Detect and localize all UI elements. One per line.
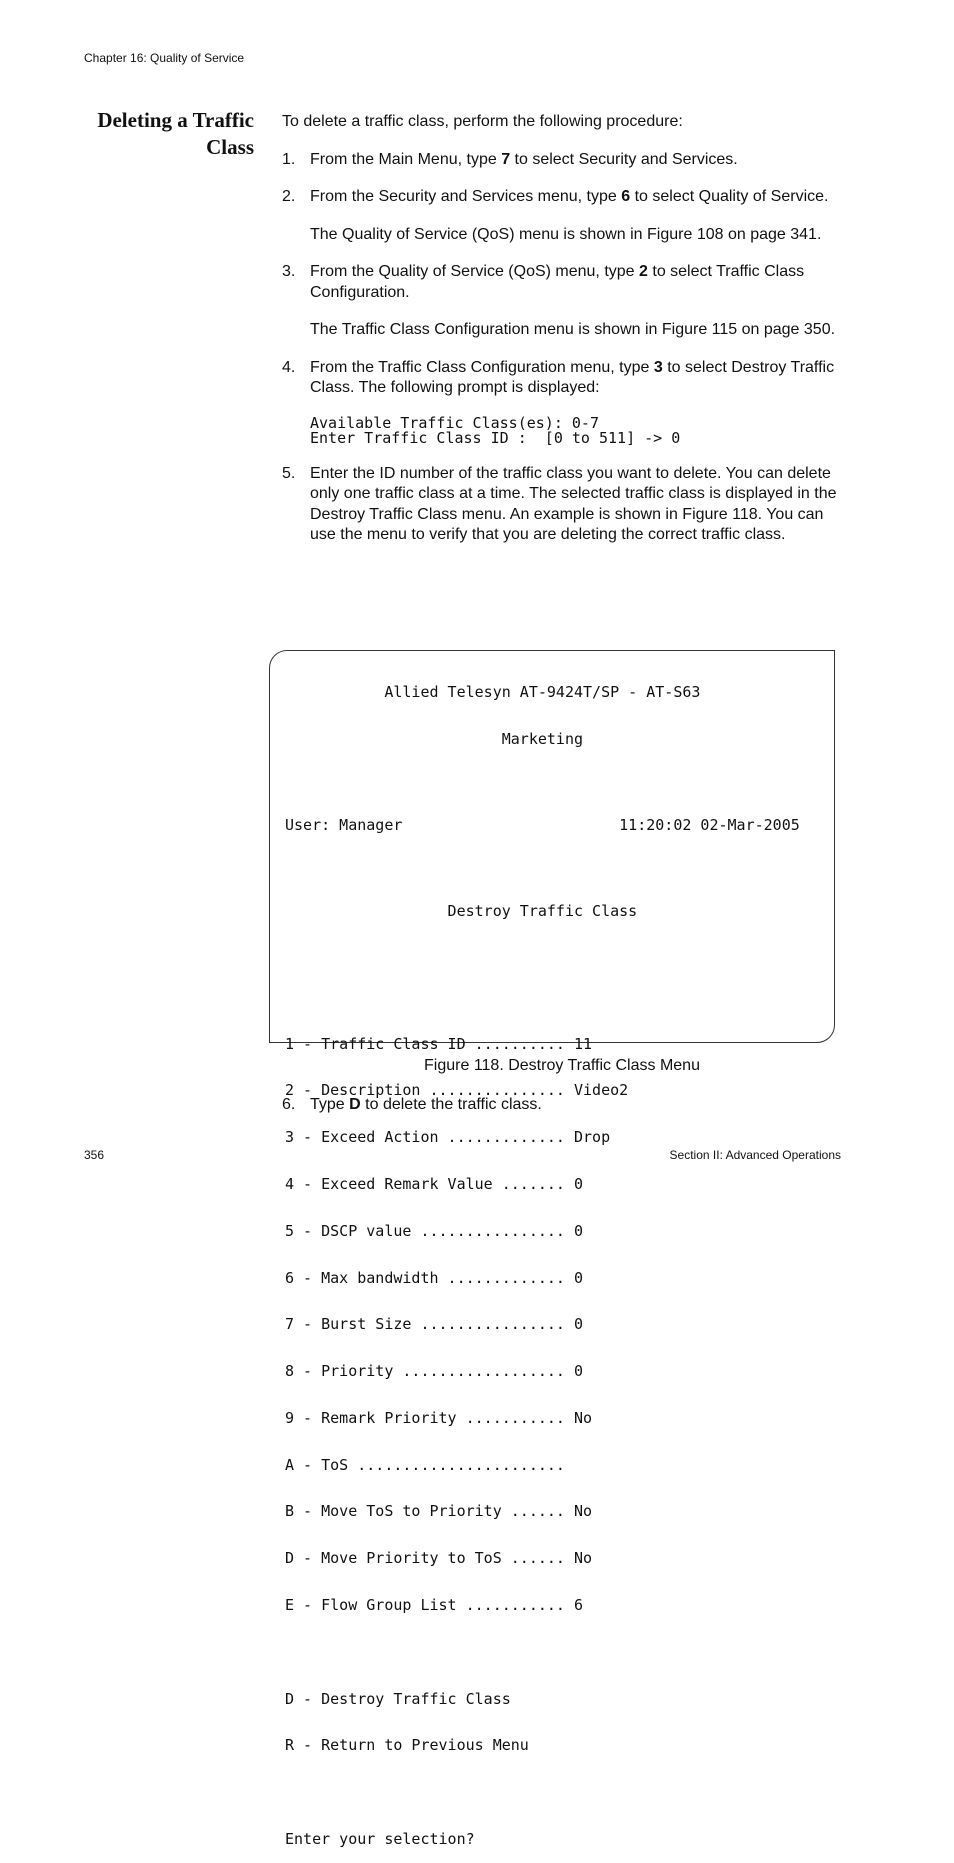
menu-item-traffic-class-id[interactable]: 1 - Traffic Class ID .......... 11 xyxy=(285,1034,593,1053)
step-number: 1. xyxy=(282,150,296,168)
prompt-line: Enter Traffic Class ID : [0 to 511] -> 0 xyxy=(310,429,681,447)
section-title-line1: Deleting a Traffic xyxy=(97,108,254,132)
terminal-user-line: User: Manager 11:20:02 02-Mar-2005 xyxy=(285,815,800,834)
menu-item-max-bandwidth[interactable]: 6 - Max bandwidth ............. 0 xyxy=(285,1268,584,1287)
step-5 xyxy=(282,464,842,546)
step-number: 2. xyxy=(282,188,296,205)
step-text: From the Main Menu, type 7 to select Security and Services. xyxy=(310,150,738,168)
step-number: 4. xyxy=(282,358,296,376)
step-2 xyxy=(282,187,842,245)
menu-item-priority[interactable]: 8 - Priority .................. 0 xyxy=(285,1362,584,1381)
menu-item-dscp-value[interactable]: 5 - DSCP value ................ 0 xyxy=(285,1221,584,1240)
step-3 xyxy=(282,262,842,341)
menu-item-tos[interactable]: A - ToS ....................... xyxy=(285,1455,565,1474)
step-1 xyxy=(282,150,842,171)
terminal-menu-title: Destroy Traffic Class xyxy=(285,901,638,920)
step-note: The Quality of Service (QoS) menu is shown in Figure 108 on page 341. xyxy=(310,225,822,243)
terminal-title: Allied Telesyn AT-9424T/SP - AT-S63 xyxy=(285,683,701,702)
menu-item-exceed-action[interactable]: 3 - Exceed Action ............. Drop xyxy=(285,1128,611,1147)
menu-item-description[interactable]: 2 - Description ............... Video2 xyxy=(285,1081,629,1100)
step-number: 3. xyxy=(282,263,296,280)
menu-item-burst-size[interactable]: 7 - Burst Size ................ 0 xyxy=(285,1315,584,1334)
procedure-body xyxy=(282,112,842,563)
step-text: From the Quality of Service (QoS) menu, type 2 to select Traffic Class Configuration. xyxy=(310,263,805,301)
page-number: 356 xyxy=(84,1148,105,1162)
menu-item-move-tos-to-priority[interactable]: B - Move ToS to Priority ...... No xyxy=(285,1502,593,1521)
step-text: Type D to delete the traffic class. xyxy=(310,1096,542,1113)
intro-text: To delete a traffic class, perform the following procedure: xyxy=(282,113,683,130)
menu-item-flow-group-list[interactable]: E - Flow Group List ........... 6 xyxy=(285,1596,584,1615)
step-text: Enter the ID number of the traffic class you want to delete. You can delete only one traffic class at a time. The selected traffic class is displayed in the Destroy Traffic Class menu. An example is shown in Figure 118. You can use the menu to verify that you are deleting the correct traffic class. xyxy=(310,464,837,543)
menu-item-remark-priority[interactable]: 9 - Remark Priority ........... No xyxy=(285,1408,593,1427)
step-text: From the Traffic Class Configuration menu, type 3 to select Destroy Traffic Class. The following prompt is displayed: xyxy=(310,358,835,396)
prompt-output xyxy=(310,399,842,447)
footer-section: Section II: Advanced Operations xyxy=(669,1148,841,1162)
step-4 xyxy=(282,358,842,447)
page-header: Chapter 16: Quality of Service xyxy=(84,51,245,65)
menu-item-return[interactable]: R - Return to Previous Menu xyxy=(285,1736,529,1755)
step-number: 5. xyxy=(282,464,296,482)
prompt-line: Available Traffic Class(es): 0-7 xyxy=(310,413,599,432)
step-number: 6. xyxy=(282,1096,296,1113)
menu-item-move-priority-to-tos[interactable]: D - Move Priority to ToS ...... No xyxy=(285,1549,593,1568)
menu-item-destroy-traffic-class[interactable]: D - Destroy Traffic Class xyxy=(285,1689,511,1708)
section-title xyxy=(60,107,254,161)
section-title-line2: Class xyxy=(206,135,254,159)
figure-caption: Figure 118. Destroy Traffic Class Menu xyxy=(424,1057,700,1074)
step-note: The Traffic Class Configuration menu is shown in Figure 115 on page 350. xyxy=(310,321,836,338)
terminal-screen xyxy=(285,654,800,1863)
menu-item-exceed-remark-value[interactable]: 4 - Exceed Remark Value ....... 0 xyxy=(285,1175,584,1193)
step-6 xyxy=(282,1096,842,1114)
terminal-subtitle: Marketing xyxy=(285,729,584,748)
terminal-prompt[interactable]: Enter your selection? xyxy=(285,1829,475,1848)
step-text: From the Security and Services menu, type 6 to select Quality of Service. xyxy=(310,188,829,205)
